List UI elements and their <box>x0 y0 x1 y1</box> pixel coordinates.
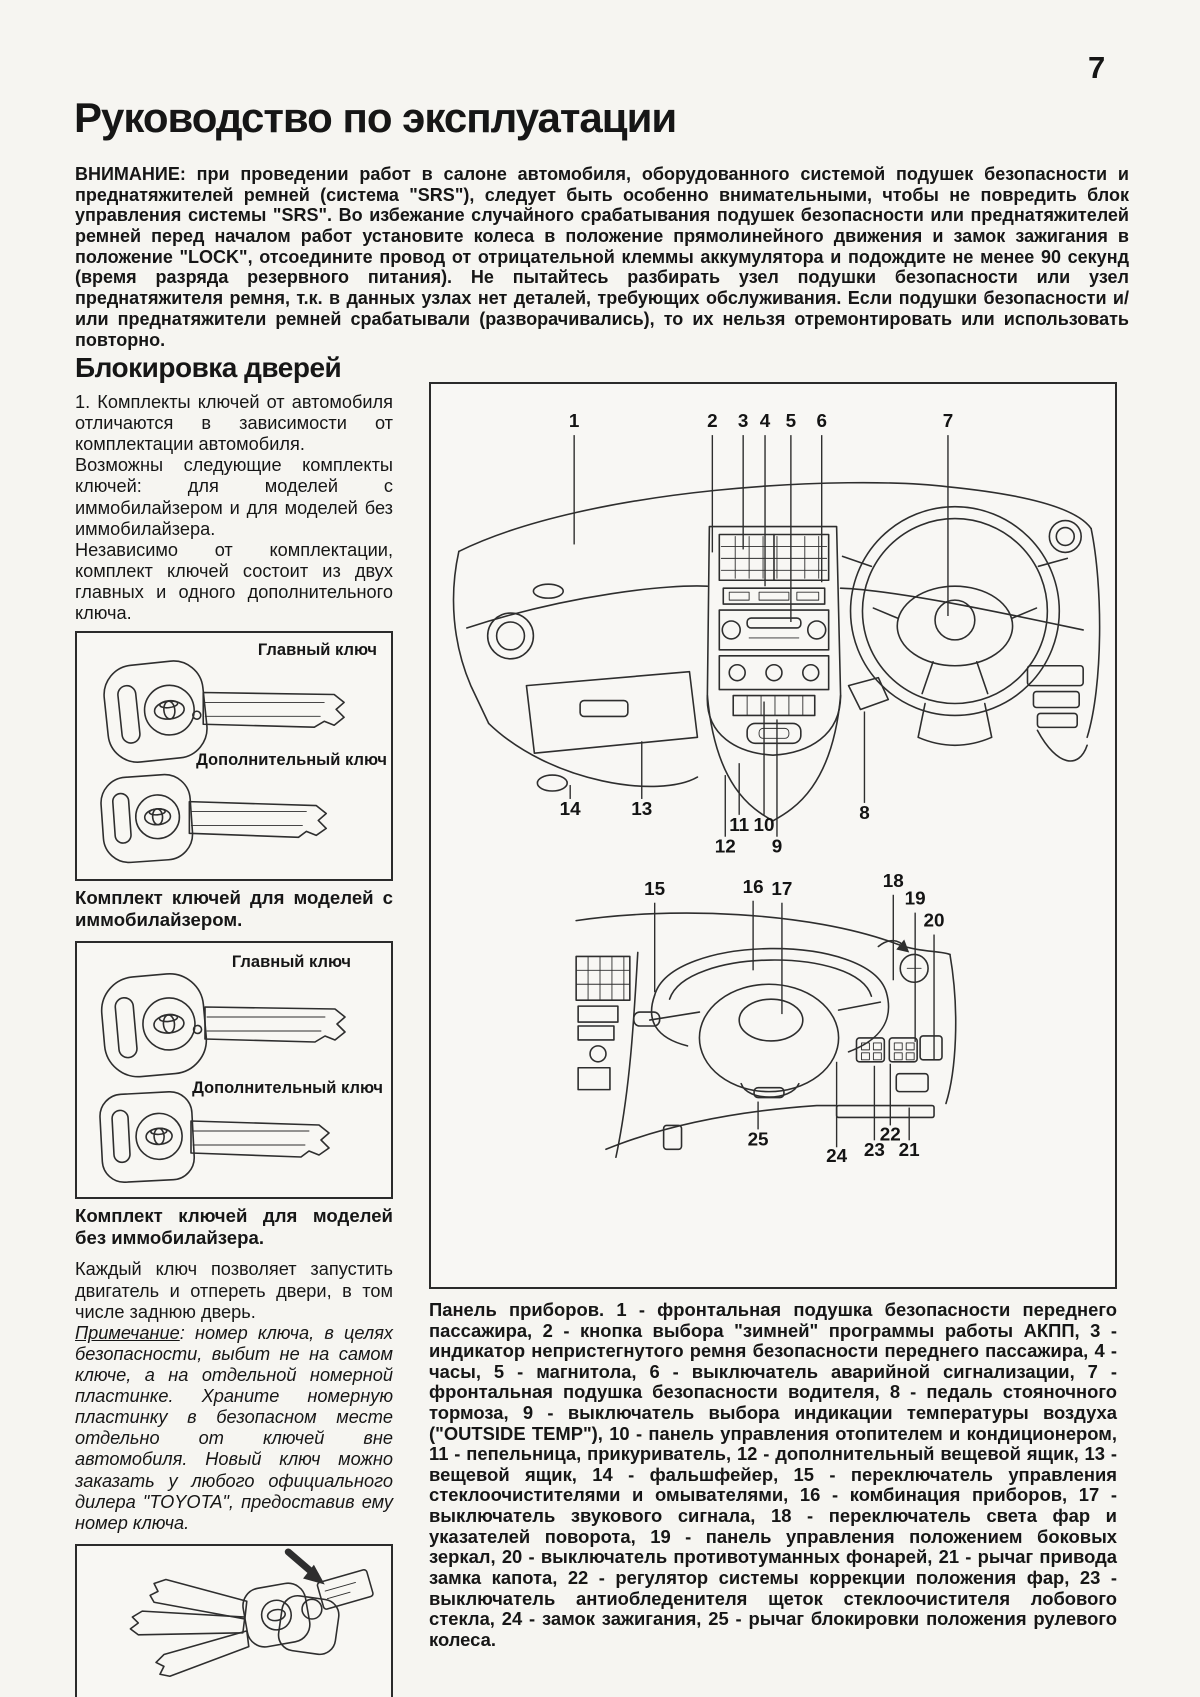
main-key-label: Главный ключ <box>257 641 377 660</box>
callout-15: 15 <box>644 878 666 900</box>
callout-20: 20 <box>923 910 945 932</box>
dashboard-diagram <box>431 386 1111 856</box>
callout-23: 23 <box>863 1140 885 1162</box>
section-heading: Блокировка дверей <box>75 352 342 383</box>
callout-10: 10 <box>753 814 775 836</box>
additional-key-label: Дополнительный ключ <box>192 1079 383 1098</box>
paragraph-key-variants: Возможны следующие комплекты ключей: для моделей с иммобилайзером и для моделей без иммобилайзера. <box>75 455 393 539</box>
page-number: 7 <box>1088 50 1106 85</box>
key-bundle-drawing <box>77 1546 388 1694</box>
callout-12: 12 <box>714 836 736 856</box>
left-column <box>75 352 393 1697</box>
callout-5: 5 <box>785 411 797 433</box>
steering-column-diagram <box>431 862 1111 1192</box>
additional-key-label: Дополнительный ключ <box>196 751 387 770</box>
callout-16: 16 <box>742 876 764 898</box>
callout-6: 6 <box>816 411 827 433</box>
callout-3: 3 <box>737 411 749 433</box>
dashboard-figure-box <box>429 382 1117 1289</box>
note-label: Примечание <box>75 1322 180 1343</box>
callout-22: 22 <box>879 1124 901 1146</box>
callout-21: 21 <box>898 1140 920 1162</box>
dashboard-legend: Панель приборов. 1 - фронтальная подушка безопасности переднего пассажира, 2 - кнопка выбора "зимней" программы работы АКПП, 3 - индикатор непристегнутого ремня безопасности переднего пассажира, 4 - часы, 5 - магнитола, 6 - выключатель аварийной сигнализации, 7 - фронтальная подушка безопасности водителя, 8 - педаль стояночного тормоза, 9 - выключатель выбора индикации температуры воздуха ("OUTSIDE TEMP"), 10 - панель управления отопителем и кондиционером, 11 - пепельница, прикуриватель, 12 - дополнительный вещевой ящик, 13 - вещевой ящик, 14 - фальшфейер, 15 - переключатель управления стеклоочистителями и омывателями, 16 - комбинация приборов, 17 - выключатель звукового сигнала, 18 - переключатель света фар и указателей поворота, 19 - панель управления положением боковых зеркал, 20 - выключатель противотуманных фонарей, 21 - рычаг привода замка капота, 22 - регулятор системы коррекции положения фар, 23 - выключатель антиобледенителя щеток стеклоочистителя лобового стекла, 24 - замок зажигания, 25 - рычаг блокировки положения рулевого колеса. <box>429 1299 1117 1650</box>
callout-8: 8 <box>859 802 870 824</box>
callout-9: 9 <box>771 836 783 856</box>
callout-7: 7 <box>942 411 954 433</box>
paragraph-key-usage: Каждый ключ позволяет запустить двигатель и отпереть двери, в том числе заднюю дверь. <box>75 1259 393 1322</box>
key-figure-immobilizer <box>75 631 393 881</box>
page-title: Руководство по эксплуатации <box>74 94 677 141</box>
caption-no-immobilizer: Комплект ключей для моделей без иммобилайзера. <box>75 1205 393 1248</box>
srs-warning-paragraph: ВНИМАНИЕ: при проведении работ в салоне автомобиля, оборудованного системой подушек безопасности и преднатяжителей ремней (система "SRS"), следует быть особенно внимательными, чтобы не повредить блок управления системы "SRS". Во избежание случайного срабатывания подушек безопасности или преднатяжителей ремней перед началом работ установите колеса в положение прямолинейного движения и замок зажигания в положение "LOCK", отсоедините провод от отрицательной клеммы аккумулятора и подождите не менее 90 секунд (время разряда резервного питания). Не пытайтесь разбирать узел подушки безопасности или узел преднатяжителя ремня, т.к. в данных узлах нет деталей, требующих обслуживания. Если подушки безопасности и/или преднатяжители ремней срабатывали (разворачивались), то их нельзя отремонтировать или использовать повторно. <box>75 164 1129 350</box>
callout-19: 19 <box>904 888 926 910</box>
callout-13: 13 <box>631 798 653 820</box>
callout-18: 18 <box>882 870 904 892</box>
paragraph-key-composition: Независимо от комплектации, комплект ключей состоит из двух главных и одного дополнительного ключа. <box>75 539 393 624</box>
callout-14: 14 <box>559 798 581 820</box>
key-figure-no-immobilizer <box>75 941 393 1199</box>
paragraph-key-sets: 1. Комплекты ключей от автомобиля отличаются в зависимости от комплектации автомобиля. <box>75 392 393 455</box>
callout-11: 11 <box>729 814 750 836</box>
callout-2: 2 <box>707 411 718 433</box>
callout-1: 1 <box>568 411 580 433</box>
keys-without-immobilizer-drawing <box>77 943 388 1193</box>
callout-25: 25 <box>747 1129 769 1151</box>
key-bundle-figure <box>75 1544 393 1697</box>
main-key-label: Главный ключ <box>231 953 351 972</box>
note-text: : номер ключа, в целях безопасности, выбит не на самом ключе, а на отдельной номерной пластинке. Храните номерную пластинку в безопасном месте отдельно от ключей вне автомобиля. Новый ключ можно заказать у любого официального дилера "TOYOTA", предоставив ему номер ключа. <box>75 1322 393 1533</box>
callout-24: 24 <box>826 1146 848 1168</box>
callout-4: 4 <box>759 411 771 433</box>
callout-17: 17 <box>771 878 793 900</box>
key-number-note <box>75 1323 393 1534</box>
caption-immobilizer: Комплект ключей для моделей с иммобилайзером. <box>75 887 393 930</box>
